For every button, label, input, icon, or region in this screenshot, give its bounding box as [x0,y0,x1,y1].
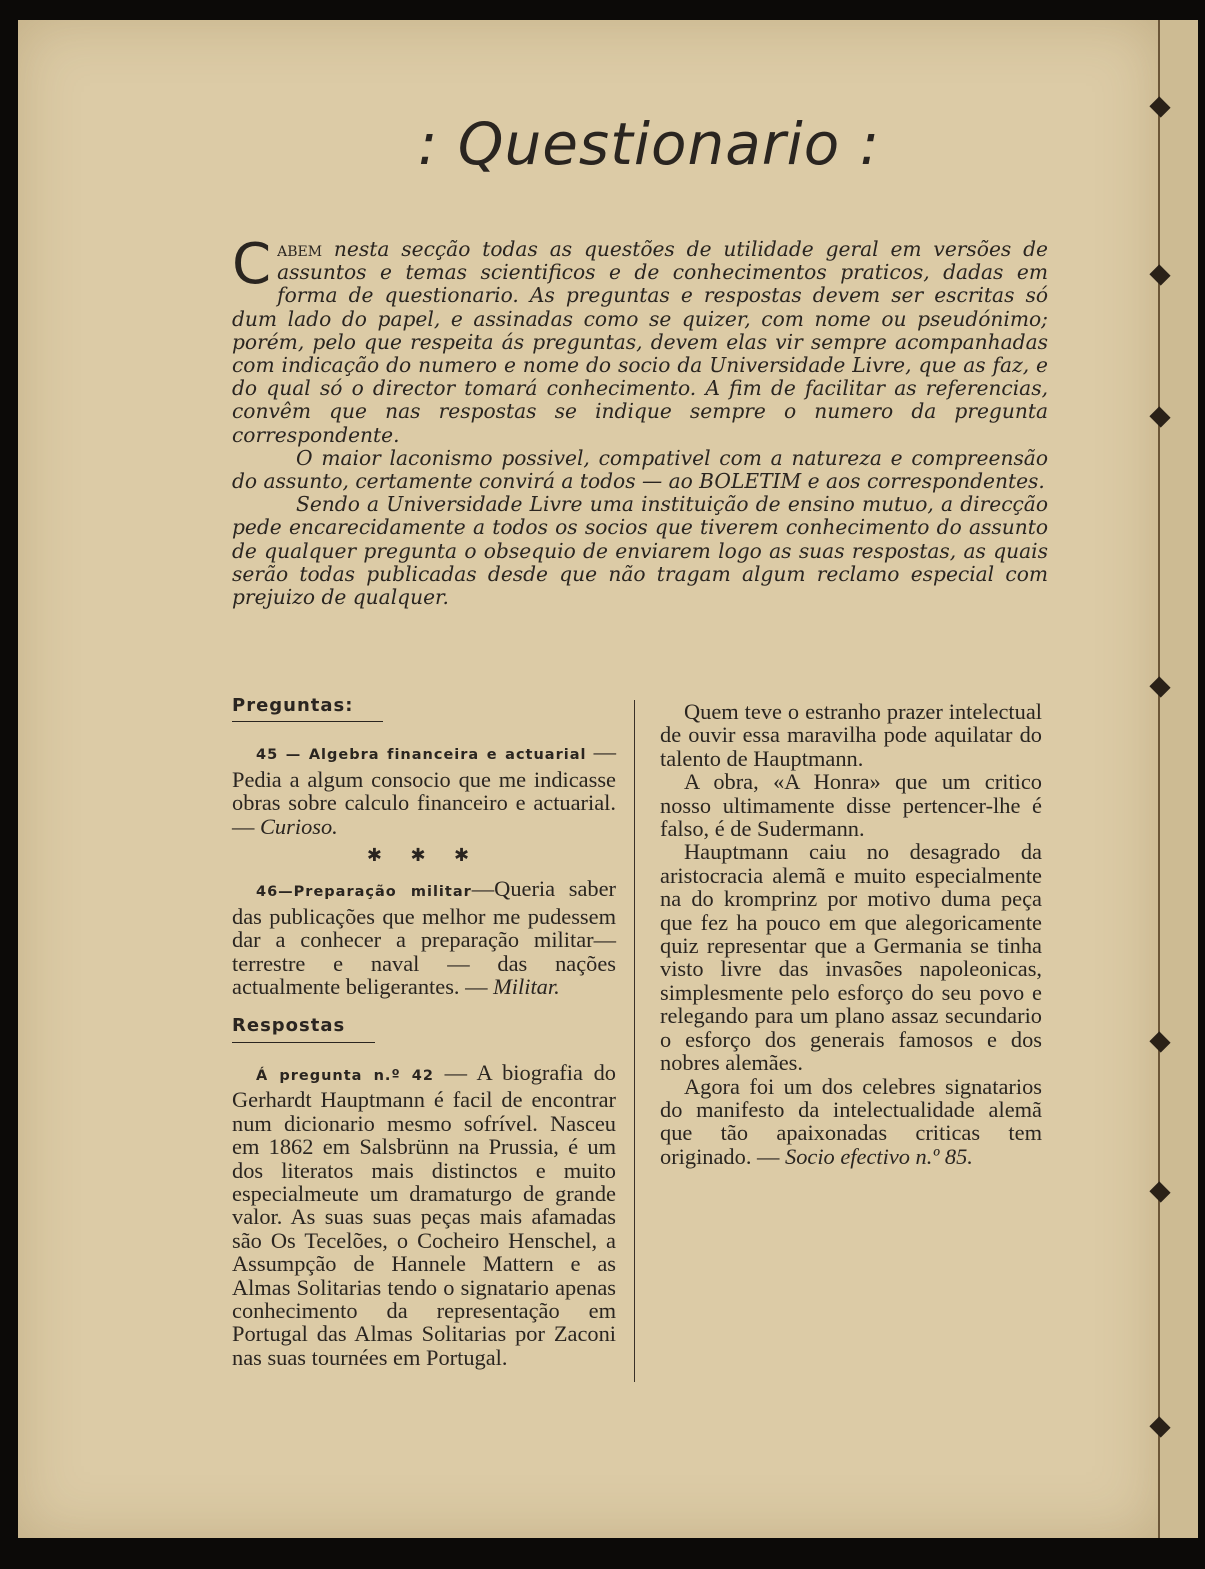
right-column [660,700,1042,1168]
question-45-sign: Curioso. [260,813,338,839]
question-46-label: 46—Preparação militar [256,884,472,901]
intro-paragraph-1 [232,232,1048,447]
respostas-heading: Respostas [232,1014,375,1042]
answer-42-label: Á pregunta n.º 42 [256,1067,434,1084]
question-45-text: — Pedia a algum consocio que me indicasse obras sobre calculo financeiro e actuarial. — [232,739,616,839]
column-divider [634,700,635,1382]
page-edge [1158,20,1198,1538]
answer-paragraph-3: A obra, «A Honra» que um critico nosso ultimamente disse pertencer-lhe é falso, é de Sudermann. [660,769,1042,842]
answer-paragraph-4: Hauptmann caiu no desagrado da aristocracia alemã e muito especialmente na do kromprinz por motivo duma peça que fez ha pouco em que alegoricamente quiz representar que a Germania se tinha visto livre das invasões napoleonicas, simplesmente pelo esforço do seu povo e relegando para um plano assaz secundario o esforço dos generais famosos e dos nobres alemães. [660,839,1042,1076]
preguntas-heading: Preguntas: [232,694,383,722]
intro-paragraph-3: Sendo a Universidade Livre uma instituição de ensino mutuo, a direcção pede encarecidamente a todos os socios que tiverem conhecimento do assunto de qualquer pregunta o obsequio de enviarem logo as suas respostas, as quais serão todas publicadas desde que não tragam algum reclamo especial com prejuizo de qualquer. [232,492,1048,610]
question-46-text: —Queria saber das publicações que melhor me pudessem dar a conhecer a preparação militar—terrestre e naval — das nações actualmente beligerantes. — [232,876,616,1000]
intro-smallcaps: abem [277,237,323,261]
answer-sign: Socio efectivo n.º 85. [785,1143,973,1169]
intro-p1-text: nesta secção todas as questões de utilidade geral em versões de assuntos e temas scientificos e de conhecimentos praticos, dadas em forma de questionario. As preguntas e respostas devem ser escritas só dum lado do papel, e assinadas como se quizer, com nome ou pseudónimo; porém, pelo que respeita ás preguntas, devem elas vir sempre acompanhadas com indicação do numero e nome do socio da Universidade Livre, que as faz, e do qual só o director tomará conhecimento. A fim de facilitar as referencias, convêm que nas respostas se indique sempre o numero da pregunta correspondente. [232,237,1048,447]
question-45 [232,740,616,838]
question-45-label: 45 — Algebra financeira e actuarial [256,747,587,764]
answer-42-text: — A biografia do Gerhardt Hauptmann é facil de encontrar num dicionario mesmo sofrível. Nasceu em 1862 em Salsbrünn na Prussia, é um dos literatos mais distinctos e muito especialmeute um dramaturgo de grande valor. As suas suas peças mais afamadas são Os Tecelões, o Cocheiro Henschel, a Assumpção de Hannele Mattern e as Almas Solitarias tendo o signatario apenas conhecimento da representação em Portugal das Almas Solitarias por Zaconi nas suas tournées em Portugal. [232,1059,616,1370]
left-column [232,692,616,1369]
intro-paragraph-2: O maior laconismo possivel, compativel com a natureza e compreensão do assunto, certamente convirá a todos — ao BOLETIM e aos correspondentes. [232,445,1048,494]
answer-paragraph-5 [660,1075,1042,1169]
answer-paragraph-5-text: Agora foi um dos celebres signatarios do manifesto da intelectualidade alemã que tão apaixonadas criticas tem originado. — [660,1073,1042,1169]
question-46 [232,877,616,998]
intro-text [232,232,1048,610]
drop-cap: C [232,232,272,297]
separator-stars: ✱ ✱ ✱ [366,845,482,866]
answer-paragraph-2: Quem teve o estranho prazer intelectual de ouvir essa maravilha pode aquilatar do talento de Hauptmann. [660,699,1042,771]
answer-42 [232,1061,616,1369]
page-title: : Questionario : [417,110,881,178]
question-46-sign: Militar. [493,974,560,1000]
